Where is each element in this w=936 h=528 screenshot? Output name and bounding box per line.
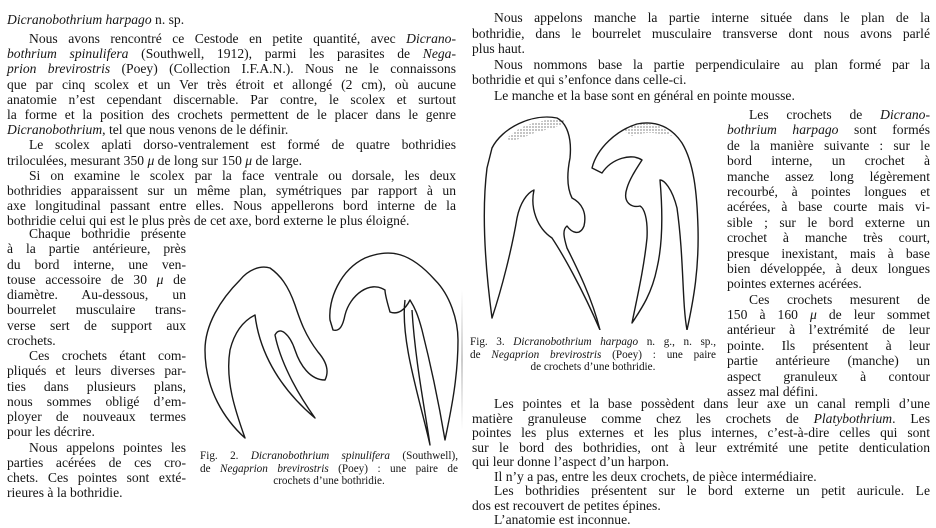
text-segment: Les crochets de xyxy=(749,107,881,122)
text-line xyxy=(7,485,186,500)
text-line xyxy=(7,12,456,28)
text-segment: Fig. 3. xyxy=(470,336,514,348)
text-segment: de large. xyxy=(252,152,303,168)
text-segment: recourbé, à pointes longues et xyxy=(727,183,930,199)
text-segment: sur le bord des bothridies, ont à leur extrémité une petite denticulation xyxy=(472,439,930,455)
text-line xyxy=(472,41,930,57)
paragraph xyxy=(7,348,186,440)
text-segment: Nous nommons base la partie perpendiculaire au plan formé par la xyxy=(494,56,930,72)
text-line xyxy=(7,46,456,61)
text-line xyxy=(7,183,456,198)
italic-text: Dicranobothrium harpago xyxy=(513,336,639,348)
text-segment: de la manière suivante : sur le xyxy=(727,137,930,153)
text-segment: (Southwell, 1912), parmi les parasites de xyxy=(128,46,423,62)
text-line xyxy=(727,261,930,276)
text-line xyxy=(7,92,456,107)
text-segment: triloculées, mesurant 350 xyxy=(7,152,148,168)
text-line xyxy=(7,137,456,152)
italic-text: prion brevirostris xyxy=(7,61,111,77)
italic-text: Dicranobothrium harpago xyxy=(7,12,152,27)
paragraph xyxy=(7,440,186,501)
text-line xyxy=(7,241,186,256)
text-segment: L’anatomie est inconnue. xyxy=(494,512,631,527)
text-line xyxy=(727,246,930,261)
text-segment: bothridie celui qui est le plus près de cet axe, bord externe le plus éloigné. xyxy=(7,213,410,229)
text-segment: de xyxy=(470,348,492,361)
text-line xyxy=(7,409,186,424)
text-segment: n. sp. xyxy=(151,12,185,27)
text-line xyxy=(472,513,930,528)
text-line xyxy=(7,379,186,394)
figure-3-caption xyxy=(470,336,716,374)
italic-text: Platybothrium xyxy=(813,410,893,426)
text-segment: pointe. Ils présentent à leur xyxy=(727,337,930,353)
text-line xyxy=(727,184,930,199)
paragraph xyxy=(472,88,930,104)
text-segment: pointes externes acérées. xyxy=(727,276,862,292)
text-segment: pour les décrire. xyxy=(7,424,95,440)
text-line xyxy=(727,153,930,168)
text-line xyxy=(7,302,186,317)
text-segment: chets. Ces pointes sont exté- xyxy=(7,470,186,485)
text-segment: plus haut. xyxy=(472,41,525,57)
text-segment: qui leur donne l’aspect d’un harpon. xyxy=(472,454,670,469)
paragraph xyxy=(472,57,930,88)
hook-right-outline xyxy=(592,123,698,330)
text-segment: parties acérées de ces cro- xyxy=(7,454,186,470)
italic-text: Negaprion brevirostris xyxy=(491,348,602,361)
text-segment: Ces crochets mesurent de xyxy=(749,291,930,307)
text-line xyxy=(472,72,930,88)
text-segment: Les bothridies présentent sur le bord externe un petit auricule. Le xyxy=(494,483,930,498)
italic-text: μ xyxy=(809,307,817,323)
text-segment: crochets. xyxy=(7,332,56,348)
text-segment: ties dans plusieurs plans, xyxy=(7,378,186,394)
text-line xyxy=(7,226,186,241)
text-line xyxy=(7,272,186,287)
text-line xyxy=(7,363,186,378)
italic-text: Dicrano- xyxy=(406,31,456,46)
text-line xyxy=(727,338,930,353)
italic-text: Nega- xyxy=(422,46,457,62)
italic-text: Negaprion brevirostris xyxy=(220,462,329,475)
text-segment: sible ; sur le bord externe un xyxy=(727,214,930,230)
text-line xyxy=(7,198,456,213)
text-line xyxy=(200,463,458,476)
text-segment: la forme et la position des crochets permettent de le placer dans le genre xyxy=(7,106,456,122)
figure-2-hooks-drawing xyxy=(200,240,462,450)
text-segment: à la partie antérieure, près xyxy=(7,241,186,257)
paragraph xyxy=(7,226,186,348)
text-line xyxy=(727,138,930,153)
text-segment: bord interne, un crochet à xyxy=(727,153,930,169)
text-segment: presque inexistant, mais à base xyxy=(727,245,930,261)
paragraph xyxy=(472,513,930,528)
paragraph xyxy=(472,397,930,470)
text-segment: bothridies apparaissent sur un même plan, symétriques par rapport à un xyxy=(7,182,456,198)
text-segment: partie antérieure (manche) un xyxy=(727,353,930,369)
paragraph xyxy=(727,292,930,400)
text-line xyxy=(727,292,930,307)
text-segment: de crochets d’une bothridie. xyxy=(530,361,656,373)
text-segment: (Poey) (Collection I.F.A.N.). Nous ne le connaissons xyxy=(110,61,456,77)
text-line xyxy=(7,153,456,168)
hook-left-outline xyxy=(205,267,327,438)
text-segment: axe longitudinal passant entre elles. Nous appellerons bord interne de la xyxy=(7,198,456,214)
text-line xyxy=(7,287,186,302)
text-segment: Si on examine le scolex par la face ventrale ou dorsale, les deux xyxy=(29,167,456,183)
text-line xyxy=(7,455,186,470)
text-segment: de xyxy=(200,462,221,475)
text-line xyxy=(472,441,930,456)
italic-text: μ xyxy=(245,152,253,168)
text-line xyxy=(7,77,456,92)
text-segment: Chaque bothridie présente xyxy=(29,226,186,241)
paragraph xyxy=(7,31,456,137)
paragraph xyxy=(727,107,930,292)
paragraph xyxy=(472,484,930,513)
text-line xyxy=(472,88,930,104)
text-line xyxy=(7,107,456,122)
text-segment: pointes les plus externes et les plus internes, c’est-à-dire celles qui sont xyxy=(472,425,930,440)
text-segment: Ces crochets étant com- xyxy=(29,348,186,363)
text-line xyxy=(7,257,186,272)
text-line xyxy=(7,31,456,46)
species-heading xyxy=(7,12,456,28)
italic-text: Dicranobothrium spinulifera xyxy=(250,450,391,462)
text-segment: nous sommes obligé d’em- xyxy=(7,393,186,409)
text-segment: n. g., n. sp., xyxy=(638,336,716,348)
italic-text: bothrium spinulifera xyxy=(7,46,129,62)
text-line xyxy=(7,61,456,76)
text-line xyxy=(200,475,458,488)
text-line xyxy=(727,230,930,245)
page-gutter-shadow xyxy=(461,290,463,430)
italic-text: Dicranobothrium xyxy=(7,122,103,138)
text-segment: de long sur 150 xyxy=(154,152,246,168)
text-line xyxy=(727,307,930,322)
text-segment: touse accessoire de 30 xyxy=(7,271,157,287)
text-line xyxy=(727,169,930,184)
text-segment: crochets d’une bothridie. xyxy=(273,475,385,487)
text-line xyxy=(472,426,930,441)
hook-left-outline xyxy=(484,117,600,330)
text-segment: bien développée, à deux longues xyxy=(727,260,930,276)
text-segment: diamètre. Au-dessous, un xyxy=(7,287,186,302)
hook-right-outline xyxy=(330,253,458,445)
text-segment: Le manche et la base sont en général en pointe mousse. xyxy=(494,87,795,103)
text-segment: Fig. 2. xyxy=(200,450,251,462)
paragraph xyxy=(472,10,930,57)
text-line xyxy=(472,499,930,514)
text-segment: crochet à manche très court, xyxy=(727,230,930,246)
text-line xyxy=(472,412,930,427)
text-segment: Il n’y a pas, entre les deux crochets, de pièce intermédiaire. xyxy=(494,468,817,484)
text-line xyxy=(200,450,458,463)
text-line xyxy=(472,57,930,73)
text-segment: matière granuleuse comme chez les crochets de xyxy=(472,410,814,426)
text-segment: ployer de nouveaux termes xyxy=(7,409,186,424)
right-body-text-top xyxy=(472,10,930,104)
paragraph xyxy=(7,168,456,229)
text-line xyxy=(472,484,930,499)
figure-2-caption xyxy=(200,450,458,488)
text-segment: (Southwell), xyxy=(390,450,458,462)
text-segment: Le scolex aplati dorso-ventralement est formé de quatre bothridies xyxy=(29,137,456,153)
text-segment: sont formés xyxy=(838,122,930,138)
text-line xyxy=(472,470,930,485)
text-line xyxy=(470,361,716,374)
text-line xyxy=(7,348,186,363)
granular-texture-right xyxy=(622,124,672,136)
text-segment: du bord interne, une ven- xyxy=(7,256,186,272)
text-line xyxy=(470,336,716,349)
text-segment: . Les xyxy=(892,410,930,426)
text-segment: dos est recouvert de petites épines. xyxy=(472,497,661,513)
text-line xyxy=(7,168,456,183)
granular-texture-left xyxy=(507,120,564,141)
text-segment: bothridie, dans le bourrelet musculaire transverse dont nous avons parlé xyxy=(472,25,930,41)
right-body-text-bottom xyxy=(472,397,930,528)
italic-text: Dicrano- xyxy=(880,107,930,122)
text-line xyxy=(7,394,186,409)
text-line xyxy=(472,455,930,470)
text-segment: antérieur à l’extrémité de leur xyxy=(727,322,930,338)
text-line xyxy=(472,10,930,26)
italic-text: μ xyxy=(147,152,155,168)
text-segment: bourrelet musculaire trans- xyxy=(7,302,186,318)
text-segment: bothridie et qui s’enfonce dans celle-ci. xyxy=(472,72,687,88)
text-segment: verse sert de support aux xyxy=(7,317,186,333)
text-line xyxy=(470,349,716,362)
text-segment: Nous avons rencontré ce Cestode en petite quantité, avec xyxy=(29,31,407,46)
text-segment: acérées, à base courte mais vi- xyxy=(727,199,930,215)
text-line xyxy=(7,424,186,439)
text-line xyxy=(727,107,930,122)
text-segment: pliqués et leurs diverses par- xyxy=(7,363,186,379)
text-segment: Nous appelons manche la partie interne située dans le plan de la xyxy=(494,10,930,25)
text-line xyxy=(7,318,186,333)
text-segment: manche assez long légèrement xyxy=(727,168,930,184)
text-line xyxy=(472,397,930,412)
text-segment: Les pointes et la base possèdent dans leur axe un canal rempli d’une xyxy=(494,396,930,411)
paragraph xyxy=(472,470,930,485)
text-segment: aspect granuleux à contour xyxy=(727,368,930,384)
figure-3-hooks-drawing xyxy=(472,108,722,330)
text-segment: 150 à 160 xyxy=(727,307,810,323)
left-body-text xyxy=(7,31,456,228)
text-line xyxy=(7,122,456,137)
text-line xyxy=(7,470,186,485)
text-line xyxy=(7,333,186,348)
text-line xyxy=(727,322,930,337)
paragraph xyxy=(7,137,456,167)
text-segment: anatomie n’est cependant discernable. Par contre, le scolex et surtout xyxy=(7,91,456,107)
text-line xyxy=(727,215,930,230)
text-line xyxy=(472,26,930,42)
text-segment: que par cinq scolex et un Ver très étroit et allongé (2 cm), où aucune xyxy=(7,76,456,92)
text-line xyxy=(7,440,186,455)
text-segment: assez mal défini. xyxy=(727,384,818,400)
text-segment: (Poey) : une paire xyxy=(601,348,716,361)
text-line xyxy=(727,276,930,291)
text-segment: de xyxy=(163,271,187,287)
text-line xyxy=(727,199,930,214)
text-line xyxy=(727,369,930,384)
right-narrow-text xyxy=(727,107,930,399)
text-segment: rieures à la bothridie. xyxy=(7,485,123,501)
italic-text: μ xyxy=(156,271,164,287)
text-segment: de leur sommet xyxy=(816,307,930,323)
text-segment: Nous appelons pointes les xyxy=(29,439,186,455)
text-line xyxy=(727,353,930,368)
text-segment: , tel que nous venons de le définir. xyxy=(102,122,289,138)
left-narrow-text xyxy=(7,226,186,501)
italic-text: bothrium harpago xyxy=(727,122,839,138)
text-line xyxy=(727,122,930,137)
text-segment: (Poey) : une paire de xyxy=(328,462,458,475)
